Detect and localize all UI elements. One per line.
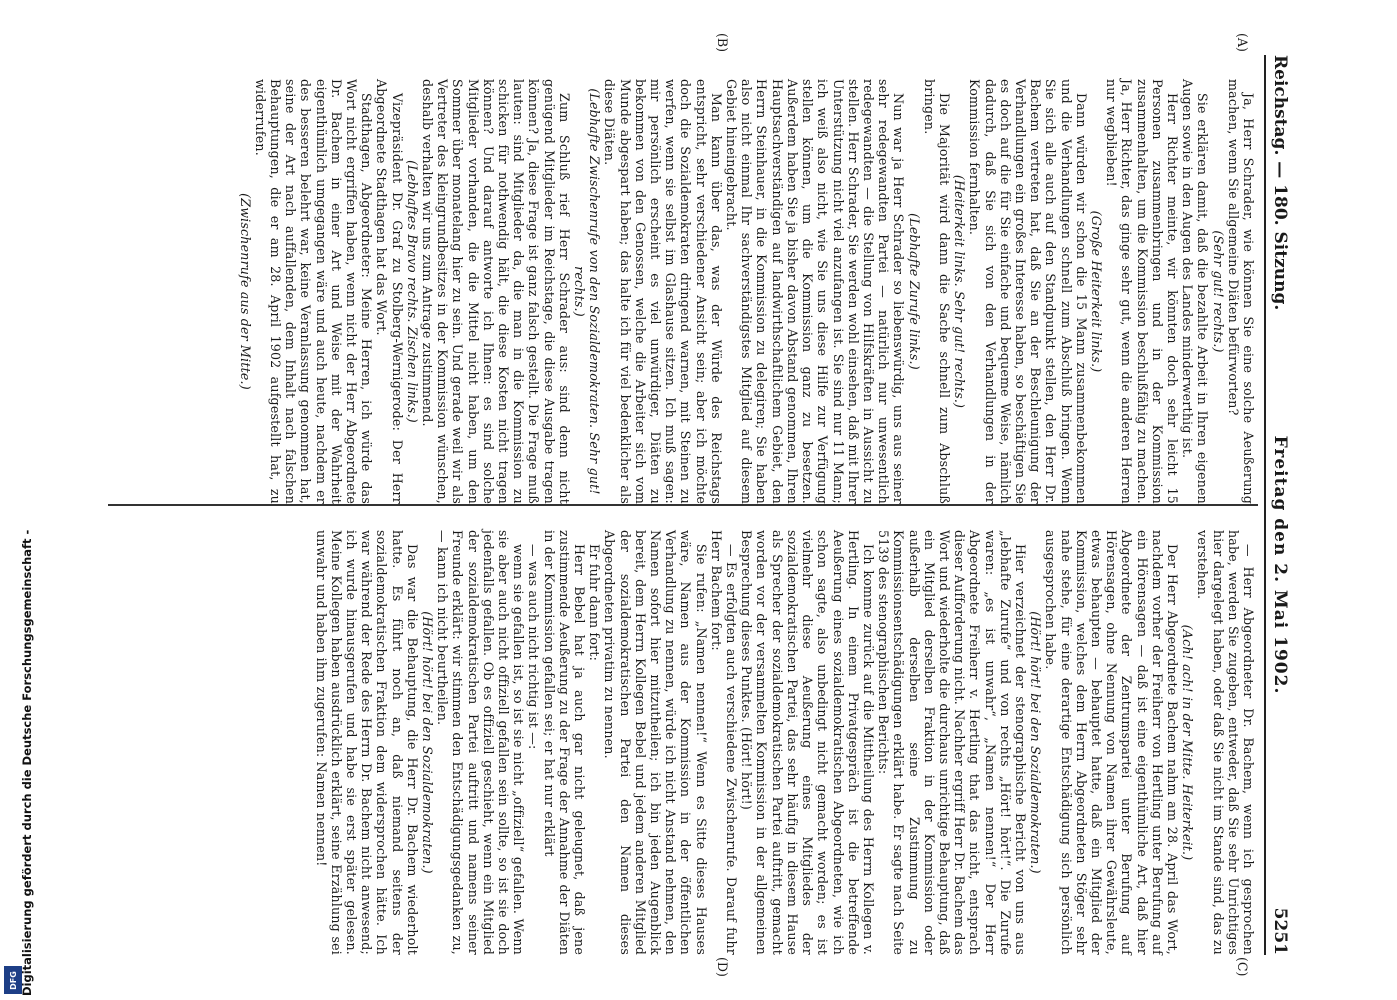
paragraph: Ja, Herr Schrader, wie können Sie eine solche Aeußerung machen, wenn Sie allgemeine Diäten befürworten? xyxy=(1225,79,1256,504)
paragraph: (Heiterkeit links. Sehr gut! rechts.) xyxy=(952,174,968,409)
margin-marker-a: (A) xyxy=(1235,33,1250,52)
paragraph: Die Majorität wird dann die Sache schnell zum Abschluß bringen. xyxy=(921,79,952,504)
paragraph: wenn sie gefallen ist, so ist sie nicht „offiziell“ gefallen. Wenn sie aber auch nicht offiziell gefallen sein sollte, so ist sie doch jedenfalls gefallen. Ob es offiziell geschieht, wenn ein Mitglied der sozialdemokratischen Partei auftritt und namens seiner Freunde erklärt: wir stimmen den Entschädigungsgedanken zu, — kann ich nicht beurtheilen. xyxy=(435,530,527,955)
paragraph: Dann würden wir schon die 15 Mann zusammenbekommen und die Verhandlungen schnell zum Abschluß bringen. Wenn Sie sich alle auch auf den Standpunkt stellen, den Herr Dr. Bachem vertreten hat, daß Sie an der Beschleunigung der Verhandlungen ein großes Interesse haben, so beschäftigen Sie es doch auf die für Sie einfache und bequeme Weise, nämlich dadurch, daß Sie sich von den Verhandlungen in der Kommission fernhalten. xyxy=(967,79,1089,504)
paragraph: (Lebhafte Zurufe links.) xyxy=(906,213,922,370)
paragraph: Das war die Behauptung, die Herr Dr. Bachem wiederholt hatte. Es führt noch an, daß niemand seitens der sozialdemokratischen Fraktion dem widersprochen hätte. Ich war während der Rede des Herrn Dr. Bachem nicht anwesend; ich wurde hinausgerufen und habe sie erst später gelesen. Meine Kollegen haben ausdrücklich erklärt, seine Erzählung sei unwahr und haben ihm zugerufen: Namen nennen! xyxy=(313,530,420,955)
paragraph: Herr Richter meinte, wir könnten doch sehr leicht 15 Personen zusammenbringen und in der Kommission zusammenhalten, um die Kommission beschlußfähig zu machen. Ja, Herr Richter, das ginge sehr gut, wenn die anderen Herren nur wegblieben! xyxy=(1104,79,1180,504)
margin-marker-d: (D) xyxy=(715,957,730,977)
paragraph: (Sehr gut! rechts.) xyxy=(1210,230,1226,353)
margin-marker-c: (C) xyxy=(1235,957,1250,977)
paragraph: — Herr Abgeordneter Dr. Bachem, wenn ich gesprochen habe, werden Sie zugeben, entweder, daß Sie sehr Unrichtiges hier dargelegt haben, oder daß Sie nicht im Stande sind, das zu verstehen. xyxy=(1195,530,1256,955)
paragraph: Zum Schluß rief Herr Schrader aus: sind denn nicht genügend Mitglieder im Reichstage, die diese Ausgabe tragen können? Ja, diese Frage ist ganz falsch gestellt. Die Frage muß lauten: sind Mitglieder da, die man in die Kommission zu schicken für nothwendig hält, die diese Kosten nicht tragen können? Und darauf antworte ich Ihnen: es sind solche Mitglieder vorhanden, die die Mittel nicht haben, um den Sommer über monatelang hier zu sein. Und gerade weil wir als Vertreter des kleingrundbesitzes in der Kommission wünschen, deshalb verhalten wir uns zum Antrage zustimmend. xyxy=(420,79,572,504)
left-column xyxy=(237,79,1256,504)
column-divider xyxy=(108,504,1258,506)
paragraph: Sie rufen: „Namen nennen!“ Wenn es Sitte dieses Hauses wäre, Namen aus der Kommission in der öffentlichen Verhandlung zu nennen, würde ich nicht Anstand nehmen, den Namen sofort hier mitzutheilen; ich bin jeden Augenblick bereit, dem Herrn Kollegen Bebel und jedem anderen Mitglied der sozialdemokratischen Partei den Namen dieses Abgeordneten privatim zu nennen. xyxy=(602,530,709,955)
paragraph: Hier verzeichnet der stenographische Bericht von uns aus „lebhafte Zurufe“ und von rechts „Hört! hört!“. Die Zurufe waren: „es ist unwahr“, „Namen nennen!“ Der Herr Abgeordnete Freiherr v. Hertling that das nicht, entsprach dieser Aufforderung nicht. Nachher ergriff Herr Dr. Bachem das Wort und wiederholte die durchaus unrichtige Behauptung, daß ein Mitglied derselben Fraktion in der Kommission oder außerhalb derselben seine Zustimmung zu Kommissionsentschädigungen erklärt habe. Er sagte nach Seite 5139 des stenographischen Berichts: xyxy=(876,530,1028,955)
header-page-number: 5251 xyxy=(1270,907,1290,955)
header-section: Reichstag. — 180. Sitzung. xyxy=(1270,55,1290,311)
footer-strip xyxy=(0,0,34,1000)
paragraph: (Hört! hört! bei den Sozialdemokraten.) xyxy=(1028,611,1044,874)
header-date: Freitag den 2. Mai 1902. xyxy=(1270,435,1290,695)
paragraph: Stadthagen, Abgeordneter: Meine Herren, ich würde das Wort nicht ergriffen haben, wenn nicht der Herr Abgeordnete Dr. Bachem in einer Art und Weise mit der Wahrheit eigenthümlich umgegangen wäre und auch heute, nachdem er des besseren belehrt war, keine Veranlassung genommen hat, seine der Art nach auffallenden, dem Inhalt nach falschen Behauptungen, die er am 28. April 1902 aufgestellt hat, zu widerrufen. xyxy=(252,79,375,504)
paragraph: (Zwischenrufe aus der Mitte.) xyxy=(237,193,253,390)
paragraph: Ich komme zurück auf die Mittheilung des Herrn Kollegen v. Hertling. In einem Privatgespräch ist die betreffende Aeußerung eines sozialdemokratischen Abgeordneten, wie ich schon sagte, also unbedingt nicht gemacht worden; es ist vielmehr diese Aeußerung eines Mitgliedes der sozialdemokratischen Partei, das sehr häufig in diesem Hause als Sprecher der sozialdemokratischen Partei auftritt, gemacht worden vor der versammelten Kommission in der allgemeinen Besprechung dieses Punktes. (Hört! hört!) xyxy=(739,530,876,955)
paragraph: Sie erklären damit, daß die bezahlte Arbeit in Ihren eigenen Augen sowie in den Augen des Landes minderwerthig ist. xyxy=(1180,79,1211,504)
paragraph: Vizepräsident Dr. Graf zu Stolberg-Wernigerode: Der Herr Abgeordnete Stadthagen hat das Wort. xyxy=(374,79,405,504)
paragraph: Herr Bebel hat ja auch gar nicht geleugnet, daß jene zustimmende Aeußerung zu der Frage der Annahme der Diäten in der Kommission gefallen sei; er hat nur erklärt xyxy=(541,530,588,955)
page-header xyxy=(1264,55,1290,955)
paragraph: Er fuhr dann fort: xyxy=(587,544,603,662)
paragraph: (Große Heiterkeit links.) xyxy=(1088,210,1104,373)
paragraph: (Lebhaftes Bravo rechts. Zischen links.) xyxy=(404,160,420,423)
right-column xyxy=(313,530,1256,955)
rotated-document-page xyxy=(100,33,1290,977)
paragraph: (Ach! ach! in der Mitte. Heiterkeit.) xyxy=(1180,624,1196,861)
digitization-credit: Digitalisierung gefördert durch die Deutsche Forschungsgemeinschaft - xyxy=(20,529,34,996)
paragraph: Der Herr Abgeordnete Bachem nahm am 28. April das Wort, nachdem vorher der Freiherr von Hertling unter Berufung auf ein Hörensagen — daß ist eine eigenthümliche Art, daß hier Abgeordnete der Zentrumspartei unter Berufung auf Hörensagen, ohne Nennung von Namen ihrer Gewährsleute, etwas behaupten — behauptet hatte, daß ein Mitglied der Kommission, welches dem Herrn Abgeordneten Stöger sehr nahe stehe, für eine derartige Entschädigung sich persönlich ausgesprochen habe. xyxy=(1043,530,1180,955)
paragraph: (Hört! hört! bei den Sozialdemokraten.) xyxy=(420,611,436,874)
paragraph: — Es erfolgten auch verschiedene Zwischenrufe. Darauf fuhr Herr Bachem fort: xyxy=(708,530,740,955)
dfg-logo-text: DFG xyxy=(8,970,18,990)
paragraph: — was auch nicht richtig ist —: xyxy=(526,544,542,750)
margin-marker-b: (B) xyxy=(715,33,730,53)
paragraph: (Lebhafte Zwischenrufe von den Sozialdemokraten. Sehr gut! rechts.) xyxy=(572,88,603,495)
paragraph: Nun war ja Herr Schrader so liebenswürdig, uns aus seiner sehr redegewandten Partei — natürlich nur unwesentlich redegewandten — die Stellung von Hilfskräften in Aussicht zu stellen. Herr Schrader, Sie werden wohl einsehen, daß mit Ihrer Unterstützung nicht viel anzufangen ist. Sie sind nur 11 Mann; ich weiß also nicht, wie Sie uns diese Hilfe zur Verfügung stellen können, um die Kommission ganz zu besetzen. Außerdem haben Sie ja bisher davon Abstand genommen, Ihren Hauptsachverständigen auf landwirthschaftlichem Gebiet, den Herrn Steinhauer, in die Kommission zu delegiren; Sie haben also nicht einmal Ihr sachverständigstes Mitglied auf diesem Gebiet hineingebracht. xyxy=(724,79,907,504)
paragraph: Man kann über das, was der Würde des Reichstags entspricht, sehr verschiedener Ansicht sein; aber ich möchte doch die Sozialdemokraten dringend warnen, mit Steinen zu werfen, wenn sie selbst im Glashause sitzen. Ich muß sagen: mir persönlich erscheint es viel unwürdiger, Diäten zu bekommen von den Genossen, welche die Arbeiter sich vom Munde abgespart haben; das halte ich für viel bedenklicher als diese Diäten. xyxy=(602,79,724,504)
